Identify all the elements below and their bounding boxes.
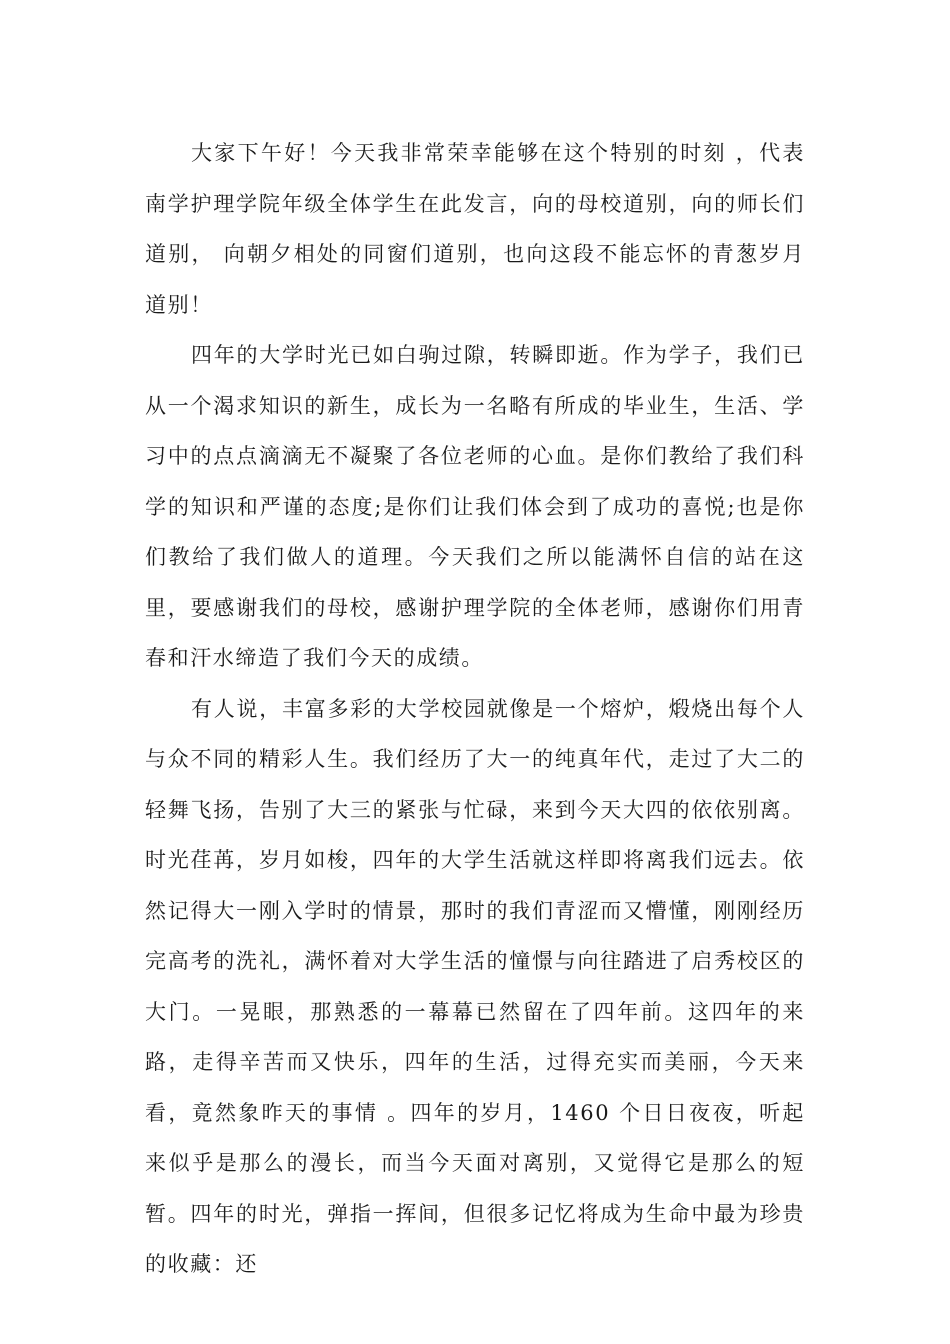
paragraph-university-years: 四年的大学时光已如白驹过隙，转瞬即逝。作为学子，我们已从一个渴求知识的新生，成长为一名略有所成的毕业生，生活、学习中的点点滴滴无不凝聚了各位老师的心血。是你们教给了我们科学的知识和严谨的态度;是你们让我们体会到了成功的喜悦;也是你们教给了我们做人的道理。今天我们之所以能满怀自信的站在这里，要感谢我们的母校，感谢护理学院的全体老师，感谢你们用青春和汗水缔造了我们今天的成绩。: [145, 343, 805, 670]
paragraph-greeting: 大家下午好！今天我非常荣幸能够在这个特别的时刻 ，代表南学护理学院年级全体学生在此发言，向的母校道别，向的师长们道别， 向朝夕相处的同窗们道别，也向这段不能忘怀的青葱岁月道别！: [145, 141, 805, 317]
speech-body: [145, 128, 805, 1290]
paragraph-memories: 有人说，丰富多彩的大学校园就像是一个熔炉，煅烧出每个人与众不同的精彩人生。我们经历了大一的纯真年代，走过了大二的轻舞飞扬，告别了大三的紧张与忙碌，来到今天大四的依依别离。时光荏苒，岁月如梭，四年的大学生活就这样即将离我们远去。依然记得大一刚入学时的情景，那时的我们青涩而又懵懂，刚刚经历完高考的洗礼，满怀着对大学生活的憧憬与向往踏进了启秀校区的大门。一晃眼，那熟悉的一幕幕已然留在了四年前。这四年的来路，走得辛苦而又快乐，四年的生活，过得充实而美丽，今天来看，竟然象昨天的事情 。四年的岁月，1460 个日日夜夜，听起来似乎是那么的漫长，而当今天面对离别，又觉得它是那么的短暂。四年的时光，弹指一挥间，但很多记忆将成为生命中最为珍贵的收藏：还: [145, 696, 805, 1276]
